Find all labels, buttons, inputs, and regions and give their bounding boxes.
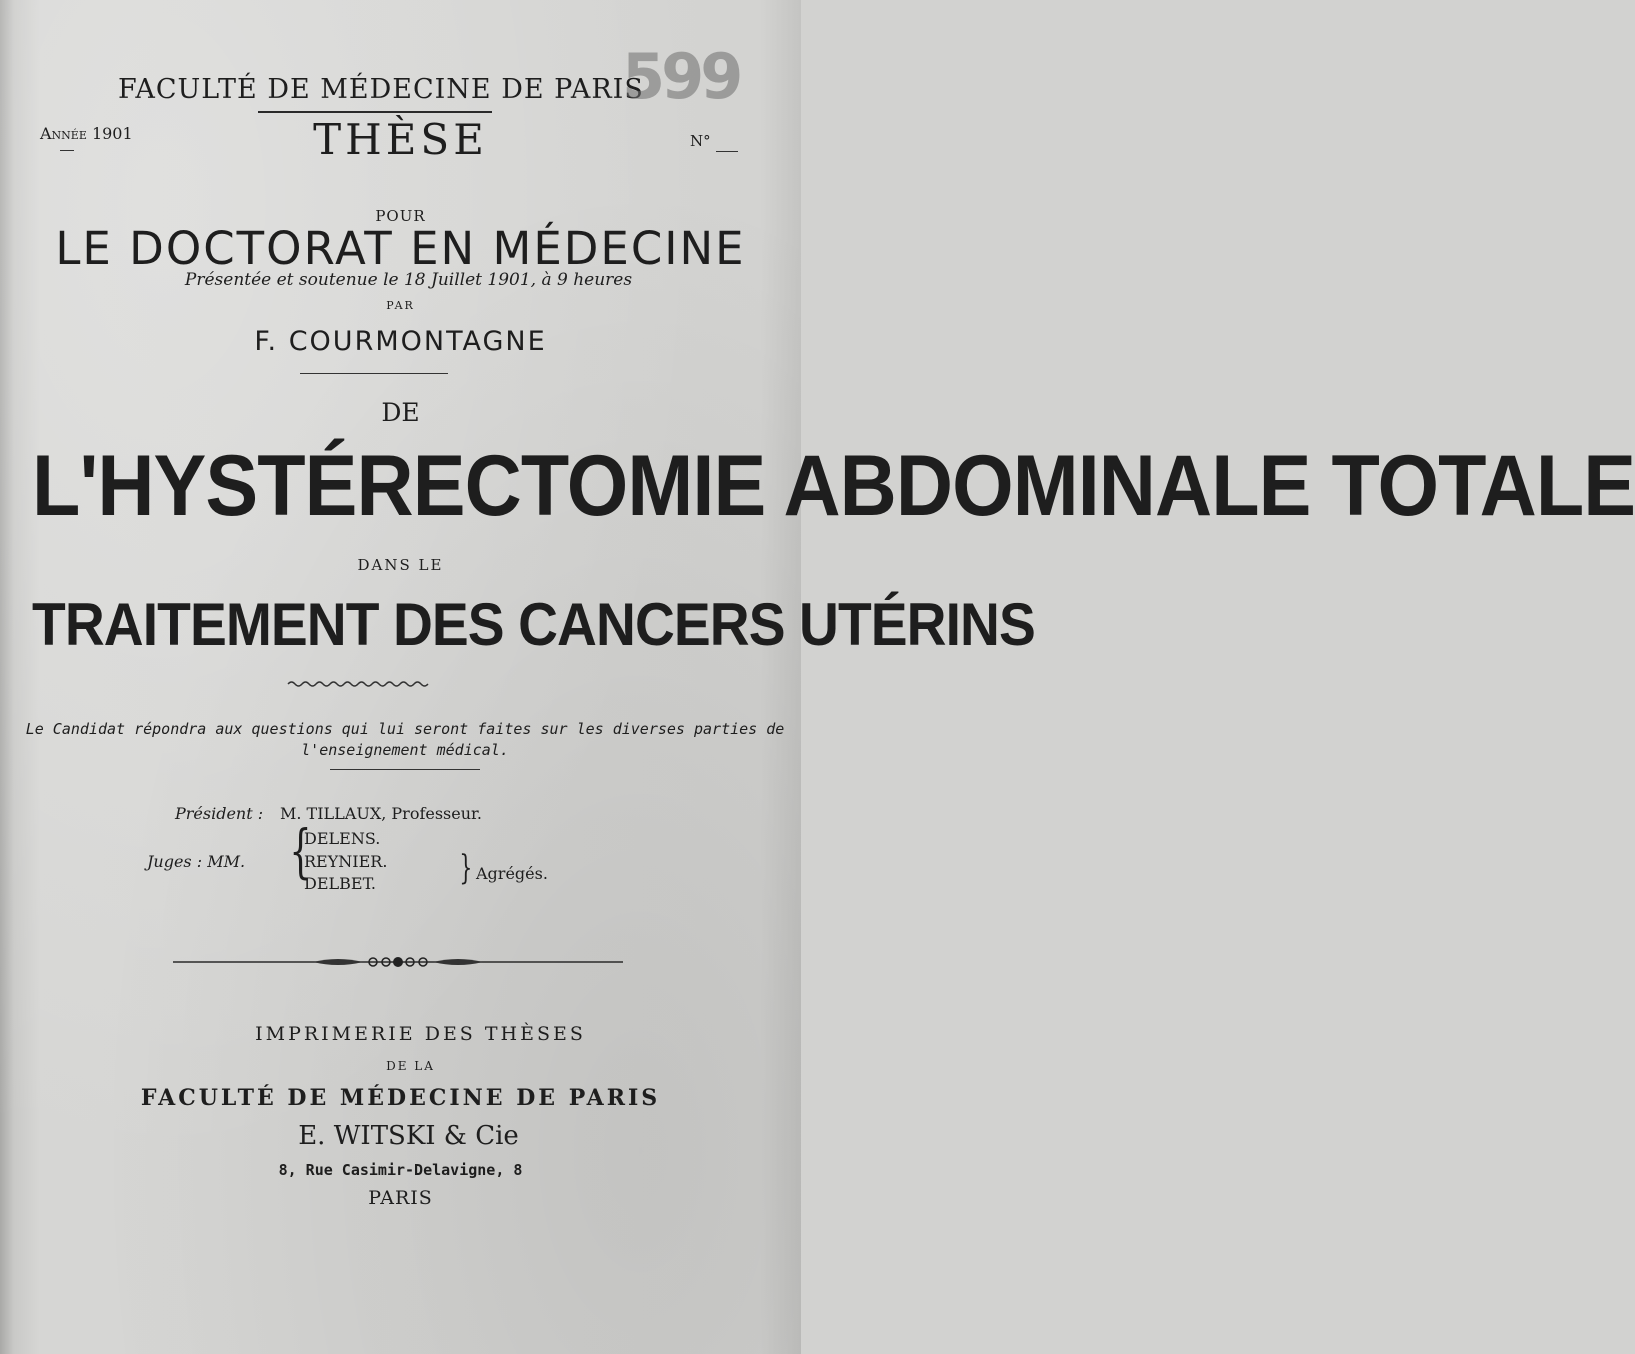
- faculty-heading: FACULTÉ DE MÉDECINE DE PARIS: [118, 74, 644, 105]
- printer-city: PARIS: [368, 1187, 433, 1209]
- ornamental-divider: [173, 956, 623, 968]
- library-stamp-number: 599: [622, 40, 740, 113]
- year-label: Année 1901: [40, 124, 133, 143]
- heading-rule: [258, 111, 492, 113]
- imprint-faculty: FACULTÉ DE MÉDECINE DE PARIS: [140, 1085, 661, 1111]
- de-label: DE: [381, 398, 420, 427]
- judges-label: Juges : MM.: [147, 852, 246, 871]
- left-brace: {: [289, 817, 312, 885]
- degree-title: LE DOCTORAT EN MÉDECINE: [55, 222, 746, 275]
- president-name: M. TILLAUX, Professeur.: [280, 804, 483, 823]
- thesis-title-line-2: TRAITEMENT DES CANCERS UTÉRINS: [32, 591, 1035, 658]
- document-type: THÈSE: [313, 115, 488, 164]
- number-label: N°: [690, 132, 711, 150]
- number-rule: [716, 151, 738, 152]
- author-rule: [300, 373, 448, 374]
- judge-name: DELENS.: [304, 829, 381, 848]
- judge-name: DELBET.: [304, 874, 376, 893]
- defense-date: Présentée et soutenue le 18 Juillet 1901, à 9 heures: [184, 270, 633, 290]
- author-name: F. COURMONTAGNE: [254, 326, 547, 357]
- printer-address: 8, Rue Casimir-Delavigne, 8: [278, 1161, 523, 1179]
- printer-name: E. WITSKI & Cie: [298, 1121, 519, 1151]
- notice-rule: [330, 769, 480, 770]
- judge-name: REYNIER.: [304, 852, 388, 871]
- wavy-divider: [288, 680, 428, 688]
- imprint-de-la: DE LA: [386, 1059, 435, 1073]
- president-label: Président :: [175, 804, 264, 823]
- right-brace: }: [459, 848, 473, 888]
- thesis-title-line-1: L'HYSTÉRECTOMIE ABDOMINALE TOTALE: [32, 438, 1635, 534]
- dans-le-label: DANS LE: [357, 556, 444, 574]
- par-label: PAR: [386, 299, 415, 312]
- pour-label: POUR: [375, 207, 426, 225]
- candidate-notice: Le Candidat répondra aux questions qui lui seront faites sur les diverses parties de l'enseignement médical.: [25, 720, 785, 759]
- imprint-printer-line: IMPRIMERIE DES THÈSES: [255, 1023, 586, 1045]
- agreges-label: Agrégés.: [476, 864, 548, 883]
